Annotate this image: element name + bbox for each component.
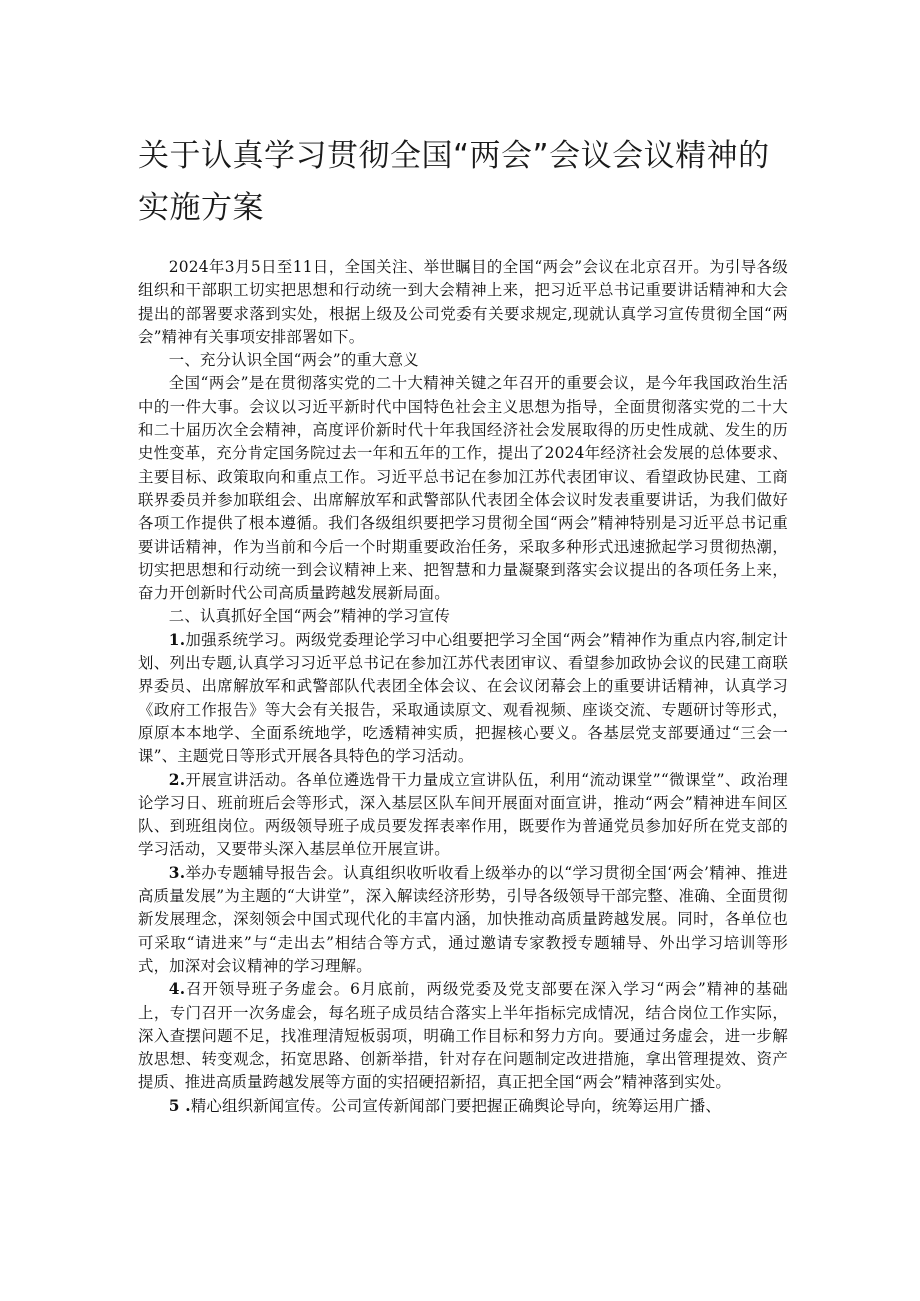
intro-paragraph: 2024年3月5日至11日，全国关注、举世瞩目的全国“两会”会议在北京召开。为引导各级组织和干部职工切实把思想和行动统一到大会精神上来，把习近平总书记重要讲话精神和大会提出的部署要求落到实处，根据上级及公司党委有关要求规定,现就认真学习宣传贯彻全国“两会”精神有关事项安排部署如下。 [138, 258, 788, 346]
document-page [138, 130, 788, 1118]
item-number: 2. [168, 770, 186, 789]
list-item [138, 1095, 788, 1118]
item-number: 4. [168, 980, 186, 999]
list-item [138, 769, 788, 862]
item-text: 开展宣讲活动。各单位遴选骨干力量成立宣讲队伍，利用“流动课堂”“微课堂”、政治理论学习日、班前班后会等形式，深入基层区队车间开展面对面宣讲，推动“两会”精神进车间区队、到班组岗位。两级领导班子成员要发挥表率作用，既要作为普通党员参加好所在党支部的学习活动，又要带头深入基层单位开展宣讲。 [138, 770, 788, 859]
item-number: 1. [168, 630, 186, 649]
list-item [138, 629, 788, 769]
list-item [138, 978, 788, 1094]
item-text: 举办专题辅导报告会。认真组织收听收看上级举办的以“学习贯彻全国‘两会’精神、推进高质量发展”为主题的“大讲堂”，深入解读经济形势，引导各级领导干部完整、准确、全面贯彻新发展理念，深刻领会中国式现代化的丰富内涵，加快推动高质量跨越发展。同时，各单位也可采取“请进来”与“走出去”相结合等方式，通过邀请专家教授专题辅导、外出学习培训等形式，加深对会议精神的学习理解。 [138, 863, 788, 975]
section-heading-1: 一、充分认识全国“两会”的重大意义 [168, 351, 419, 370]
document-title: 关于认真学习贯彻全国“两会”会议会议精神的实施方案 [138, 138, 770, 226]
item-text: 加强系统学习。两级党委理论学习中心组要把学习全国“两会”精神作为重点内容,制定计划、列出专题,认真学习习近平总书记在参加江苏代表团审议、看望参加政协会议的民建工商联界委员、出席解放军和武警部队代表团全体会议、在会议闭幕会上的重要讲话精神，认真学习《政府工作报告》等大会有关报告，采取通读原文、观看视频、座谈交流、专题研讨等形式，原原本本地学、全面系统地学，吃透精神实质，把握核心要义。各基层党支部要通过“三会一课”、主题党日等形式开展各具特色的学习活动。 [138, 630, 788, 766]
item-number: 3. [168, 863, 186, 882]
list-item [138, 862, 788, 978]
item-number: 5 . [168, 1096, 191, 1115]
item-text: 召开领导班子务虚会。6月底前，两级党委及党支部要在深入学习“两会”精神的基础上，专门召开一次务虚会，每名班子成员结合落实上半年指标完成情况，结合岗位工作实际，深入查摆问题不足，找准理清短板弱项，明确工作目标和努力方向。要通过务虚会，进一步解放思想、转变观念，拓宽思路、创新举措，针对存在问题制定改进措施，拿出管理提效、资产提质、推进高质量跨越发展等方面的实招硬招新招，真正把全国“两会”精神落到实处。 [138, 980, 788, 1092]
section-heading-2: 二、认真抓好全国“两会”精神的学习宣传 [168, 607, 450, 626]
item-text: 精心组织新闻宣传。公司宣传新闻部门要把握正确舆论导向，统筹运用广播、 [190, 1096, 721, 1115]
section-body-1: 全国“两会”是在贯彻落实党的二十大精神关键之年召开的重要会议，是今年我国政治生活中的一件大事。会议以习近平新时代中国特色社会主义思想为指导，全面贯彻落实党的二十大和二十届历次全会精神，高度评价新时代十年我国经济社会发展取得的历史性成就、发生的历史性变革，充分肯定国务院过去一年和五年的工作，提出了2024年经济社会发展的总体要求、主要目标、政策取向和重点工作。习近平总书记在参加江苏代表团审议、看望政协民建、工商联界委员并参加联组会、出席解放军和武警部队代表团全体会议时发表重要讲话，为我们做好各项工作提供了根本遵循。我们各级组织要把学习贯彻全国“两会”精神特别是习近平总书记重要讲话精神，作为当前和今后一个时期重要政治任务，采取多种形式迅速掀起学习贯彻热潮，切实把思想和行动统一到会议精神上来、把智慧和力量凝聚到落实会议提出的各项任务上来，奋力开创新时代公司高质量跨越发展新局面。 [138, 374, 788, 603]
